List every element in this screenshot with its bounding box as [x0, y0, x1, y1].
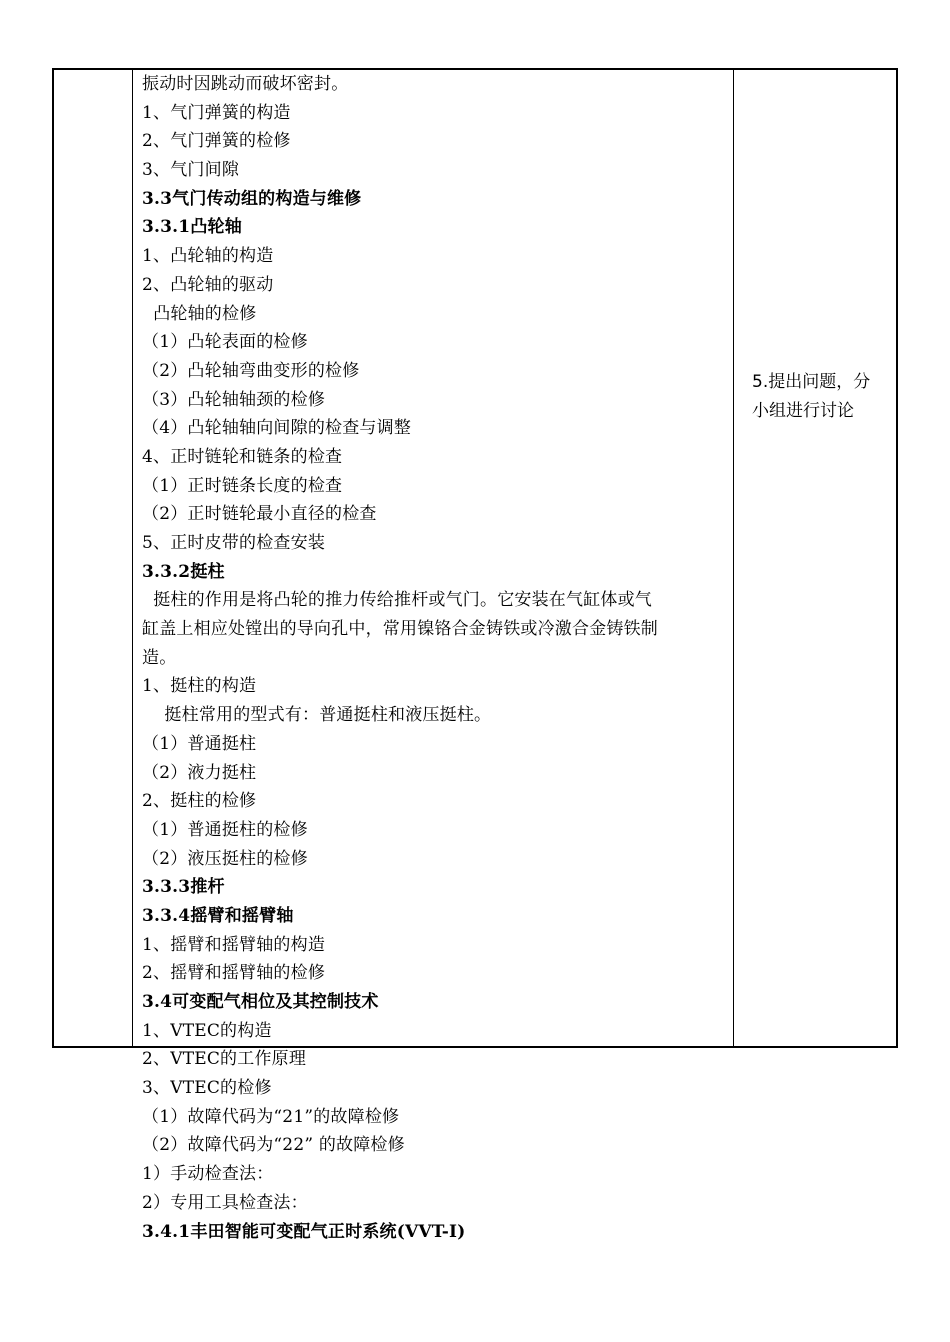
content-line: 1）手动检查法：	[142, 1164, 274, 1185]
content-line: 1、VTEC的构造	[142, 1020, 272, 1041]
activity-note-line: 小组进行讨论	[752, 401, 854, 421]
content-line: 1、挺柱的构造	[142, 676, 257, 697]
section-heading: 3.4可变配气相位及其控制技术	[142, 992, 379, 1012]
content-line: 4、正时链轮和链条的检查	[142, 446, 343, 467]
content-line: 2）专用工具检查法：	[142, 1192, 308, 1213]
content-line: 5、正时皮带的检查安装	[142, 533, 326, 553]
content-line: 3、VTEC的检修	[142, 1078, 272, 1099]
content-line: 造。	[142, 647, 177, 668]
content-line: （2）故障代码为“22” 的故障检修	[142, 1135, 405, 1156]
section-heading: 3.3.3推杆	[142, 877, 225, 898]
content-column-cell	[133, 70, 734, 1242]
content-line: 1、摇臂和摇臂轴的构造	[142, 934, 326, 955]
content-line: 2、VTEC的工作原理	[142, 1049, 307, 1070]
content-line: 2、气门弹簧的检修	[142, 131, 291, 152]
left-column-cell	[54, 70, 133, 1046]
content-line: 1、凸轮轴的构造	[142, 246, 274, 267]
activity-column-cell	[734, 70, 896, 1046]
content-line: 1、气门弹簧的构造	[142, 102, 291, 123]
lesson-table	[52, 68, 898, 1242]
content-line: （2）液力挺柱	[142, 762, 257, 783]
content-line: 振动时因跳动而破坏密封。	[142, 74, 349, 94]
content-line: （1）故障代码为“21”的故障检修	[142, 1106, 400, 1127]
content-line: （2）凸轮轴弯曲变形的检修	[142, 360, 360, 381]
content-line: （1）普通挺柱的检修	[142, 819, 308, 840]
content-lines	[142, 70, 733, 1246]
content-line: 3、气门间隙	[142, 160, 240, 181]
section-heading: 3.3.4摇臂和摇臂轴	[142, 905, 294, 926]
content-line: 2、凸轮轴的驱动	[142, 274, 274, 295]
content-line: （1）正时链条长度的检查	[142, 475, 343, 496]
section-heading: 3.3气门传动组的构造与维修	[142, 188, 362, 209]
content-line: （2）液压挺柱的检修	[142, 848, 308, 869]
content-line: 2、挺柱的检修	[142, 791, 257, 812]
content-line: 凸轮轴的检修	[142, 303, 257, 324]
content-line: 挺柱的作用是将凸轮的推力传给推杆或气门。它安装在气缸体或气	[142, 590, 653, 611]
content-line: （1）凸轮表面的检修	[142, 332, 308, 353]
content-line: （4）凸轮轴轴向间隙的检查与调整	[142, 418, 412, 439]
section-heading: 3.3.2挺柱	[142, 561, 225, 582]
content-line: （2）正时链轮最小直径的检查	[142, 504, 377, 525]
content-line: （3）凸轮轴轴颈的检修	[142, 389, 326, 410]
content-line: 缸盖上相应处镗出的导向孔中，常用镍铬合金铸铁或冷激合金铸铁制	[142, 619, 658, 640]
content-line: （1）普通挺柱	[142, 733, 257, 754]
activity-note-line: 5.提出问题，分	[752, 372, 871, 392]
activity-note	[752, 368, 892, 426]
content-line: 2、摇臂和摇臂轴的检修	[142, 963, 326, 984]
content-line: 挺柱常用的型式有：普通挺柱和液压挺柱。	[142, 705, 492, 726]
section-heading: 3.4.1丰田智能可变配气正时系统(VVT-I)	[142, 1221, 466, 1242]
section-heading: 3.3.1凸轮轴	[142, 217, 242, 238]
